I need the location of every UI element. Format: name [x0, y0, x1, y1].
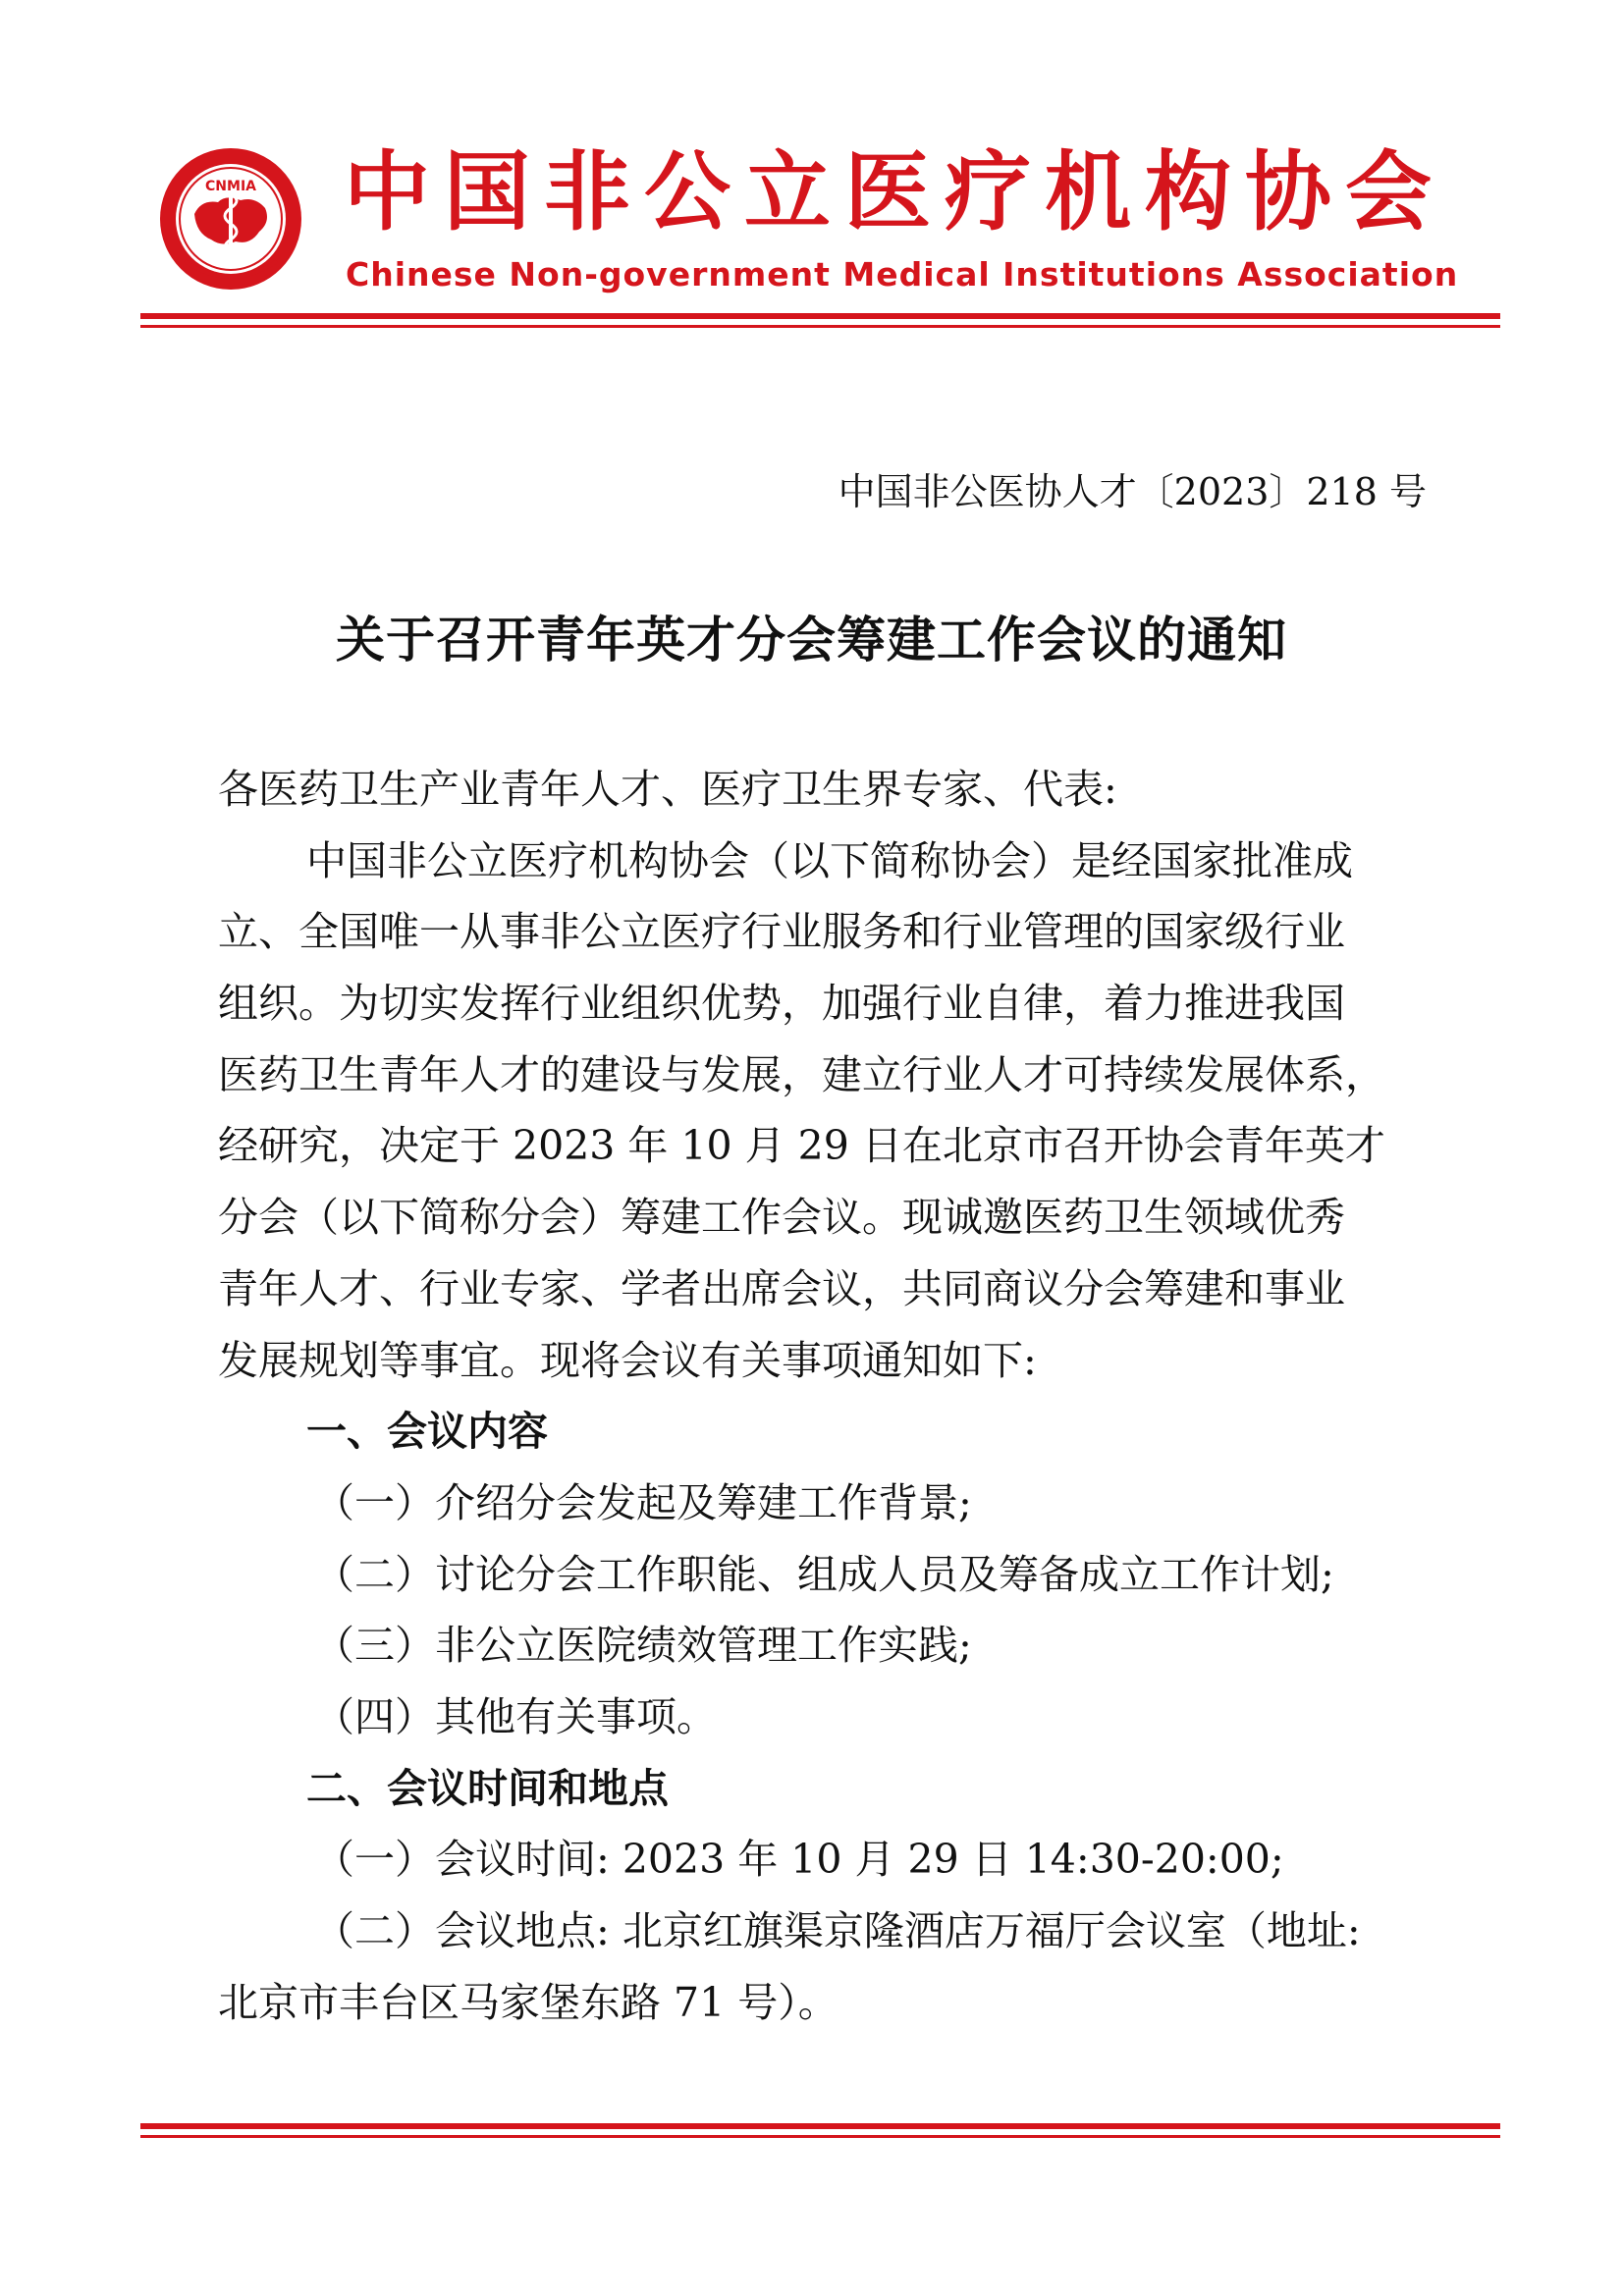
paragraph-line: 组织。为切实发挥行业组织优势，加强行业自律，着力推进我国	[218, 980, 1345, 1028]
document-body	[218, 754, 1426, 2038]
paragraph-line: 中国非公立医疗机构协会（以下简称协会）是经国家批准成	[306, 836, 1353, 884]
paragraph-line: 经研究，决定于 2023 年 10 月 29 日在北京市召开协会青年英才	[218, 1122, 1385, 1170]
list-item: （二）讨论分会工作职能、组成人员及筹备成立工作计划;	[314, 1550, 1334, 1598]
document-number: 中国非公医协人才〔2023〕218 号	[838, 470, 1427, 513]
paragraph-line: 立、全国唯一从事非公立医疗行业服务和行业管理的国家级行业	[218, 908, 1345, 956]
list-item: （三）非公立医院绩效管理工作实践;	[314, 1622, 972, 1670]
document-title: 关于召开青年英才分会筹建工作会议的通知	[336, 612, 1287, 668]
section-heading-meeting-content: 一、会议内容	[306, 1408, 548, 1456]
footer-rule-thin	[140, 2135, 1500, 2138]
meeting-time: （一）会议时间: 2023 年 10 月 29 日 14:30-20:00;	[314, 1836, 1284, 1884]
meeting-place: （二）会议地点: 北京红旗渠京隆酒店万福厅会议室（地址:	[314, 1907, 1361, 1954]
paragraph-line: 发展规划等事宜。现将会议有关事项通知如下:	[218, 1336, 1037, 1384]
logo-text: CNMIA	[205, 179, 256, 194]
section-heading-time-place: 二、会议时间和地点	[306, 1764, 669, 1812]
paragraph-line: 青年人才、行业专家、学者出席会议，共同商议分会筹建和事业	[218, 1264, 1345, 1312]
header-rule-thick	[140, 313, 1500, 319]
salutation: 各医药卫生产业青年人才、医疗卫生界专家、代表:	[218, 766, 1117, 813]
org-name-en: Chinese Non-government Medical Institutions Association	[346, 255, 1459, 294]
paragraph-line: 医药卫生青年人才的建设与发展，建立行业人才可持续发展体系，	[218, 1050, 1385, 1098]
list-item: （四）其他有关事项。	[314, 1692, 717, 1740]
list-item: （一）介绍分会发起及筹建工作背景;	[314, 1478, 972, 1526]
org-name-cn: 中国非公立医疗机构协会	[344, 141, 1446, 242]
cnmia-logo-icon	[157, 145, 304, 293]
header-rule-thin	[140, 325, 1500, 328]
letterhead	[157, 137, 1512, 304]
footer-rule-thick	[140, 2123, 1500, 2129]
paragraph-line: 分会（以下简称分会）筹建工作会议。现诚邀医药卫生领域优秀	[218, 1194, 1345, 1242]
meeting-address: 北京市丰台区马家堡东路 71 号）。	[218, 1978, 839, 2026]
